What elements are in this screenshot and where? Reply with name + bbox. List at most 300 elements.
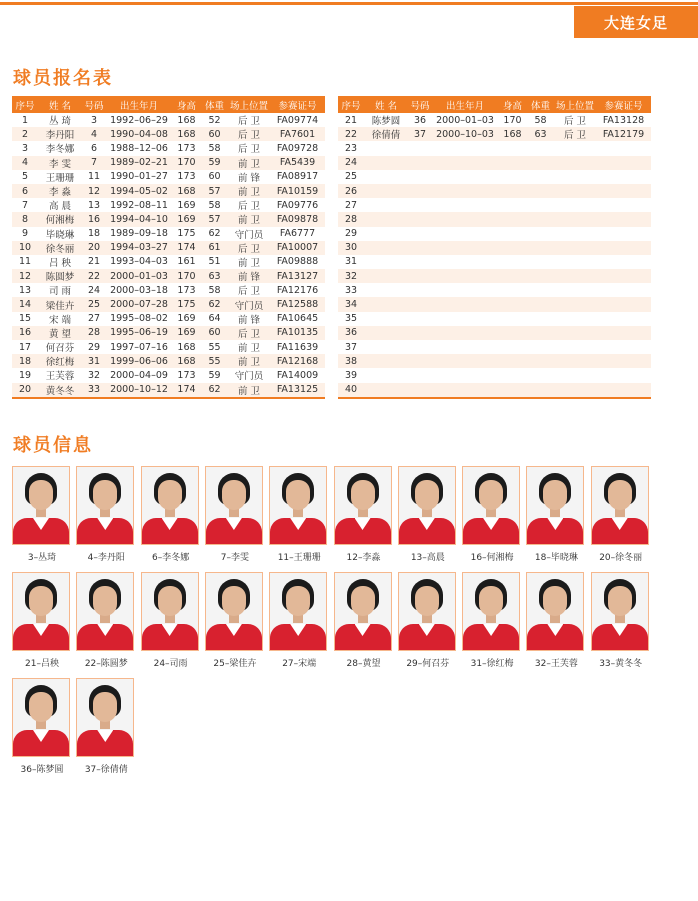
table-cell: 1994–05–02 (106, 184, 172, 198)
table-cell (498, 156, 527, 170)
player-photo (398, 572, 456, 651)
table-cell (554, 326, 596, 340)
table-cell (596, 198, 651, 212)
table-cell (432, 184, 498, 198)
table-cell: 1994–03–27 (106, 241, 172, 255)
roster-section-title: 球员报名表 (13, 68, 113, 89)
table-cell: 29 (87, 341, 101, 353)
table-cell: 173 (177, 171, 196, 183)
table-cell: 168 (177, 114, 196, 126)
table-cell: FA12179 (596, 127, 651, 141)
table-cell (498, 340, 527, 354)
table-cell: 2000–03–18 (110, 284, 168, 296)
player-caption: 37–徐倩倩 (84, 765, 128, 775)
player-caption: 6–李冬娜 (151, 553, 190, 563)
table-cell (554, 269, 596, 283)
table-row (338, 283, 651, 297)
table-cell (408, 241, 432, 255)
table-cell: 12 (82, 184, 106, 198)
player-caption: 33–黄冬冬 (599, 659, 643, 669)
table-cell: 后 卫 (228, 127, 270, 141)
table-cell: 170 (172, 156, 201, 170)
player-photo (526, 466, 584, 545)
table-row (12, 297, 325, 311)
player-card (205, 572, 265, 669)
table-row (12, 184, 325, 198)
table-row (12, 326, 325, 340)
table-cell: 168 (172, 184, 201, 198)
table-cell: 62 (208, 228, 221, 240)
table-row (12, 340, 325, 354)
table-cell (527, 241, 554, 255)
table-cell: 1989–09–18 (110, 228, 168, 240)
table-cell (364, 141, 408, 155)
table-cell (498, 141, 527, 155)
player-photo (526, 572, 584, 651)
table-cell: 175 (177, 228, 196, 240)
player-card (398, 466, 458, 563)
table-cell: 62 (201, 383, 228, 398)
table-cell: 38 (338, 354, 364, 368)
table-cell: 高 晨 (48, 201, 72, 213)
table-row (338, 156, 651, 170)
table-cell (432, 269, 498, 283)
player-card (269, 572, 329, 669)
table-cell (432, 354, 498, 368)
table-cell (554, 255, 596, 269)
table-cell: FA09878 (270, 212, 325, 226)
table-row (12, 269, 325, 283)
table-cell: 10 (12, 241, 38, 255)
table-cell: 168 (172, 127, 201, 141)
table-cell (596, 354, 651, 368)
table-row (338, 383, 651, 398)
column-header: 参赛证号 (596, 96, 651, 113)
table-cell (554, 283, 596, 297)
table-cell: 司 雨 (48, 286, 72, 298)
table-cell: 5 (21, 171, 29, 183)
table-cell: 后 卫 (237, 144, 261, 156)
table-cell: 55 (208, 341, 221, 353)
table-cell (408, 198, 432, 212)
table-cell: 18 (12, 354, 38, 368)
table-cell: 22 (82, 269, 106, 283)
player-caption: 28–黄望 (346, 659, 381, 669)
table-cell: 174 (172, 241, 201, 255)
table-cell (554, 241, 596, 255)
table-cell: 守门员 (228, 297, 270, 311)
roster-table-left (12, 96, 325, 399)
table-cell (554, 383, 596, 398)
table-cell (554, 340, 596, 354)
player-card (591, 572, 651, 669)
table-cell: FA09776 (276, 199, 319, 211)
player-caption: 20–徐冬丽 (599, 553, 643, 563)
table-cell: 37 (344, 341, 358, 353)
table-cell (527, 212, 554, 226)
table-cell: 169 (177, 313, 196, 325)
player-caption: 12–李淼 (346, 553, 381, 563)
table-cell (364, 354, 408, 368)
table-cell: 1992–08–11 (110, 199, 168, 211)
column-header: 序号 (338, 96, 364, 113)
table-cell: 62 (201, 297, 228, 311)
player-caption: 29–何召芬 (406, 659, 450, 669)
table-cell: 57 (201, 184, 228, 198)
table-cell: 60 (201, 326, 228, 340)
table-cell (554, 141, 596, 155)
table-cell (554, 297, 596, 311)
table-cell: 24 (338, 156, 364, 170)
table-cell: 173 (177, 142, 196, 154)
player-caption: 4–李丹阳 (87, 553, 125, 563)
table-cell (527, 141, 554, 155)
table-cell: FA14009 (276, 369, 319, 381)
table-cell: 16 (12, 326, 38, 340)
player-card (269, 466, 329, 563)
table-cell: 52 (208, 114, 221, 126)
player-photo (141, 466, 199, 545)
player-photo (205, 572, 263, 651)
player-card (526, 572, 586, 669)
player-card (141, 466, 201, 563)
column-header: 出生年月 (432, 96, 498, 113)
table-cell (408, 255, 432, 269)
table-cell (554, 354, 596, 368)
table-cell: 李 淼 (38, 184, 82, 198)
table-cell (364, 326, 408, 340)
table-cell (364, 283, 408, 297)
table-cell: 2000–04–09 (110, 369, 168, 381)
table-cell: 17 (18, 341, 32, 353)
table-cell (596, 340, 651, 354)
table-cell (596, 368, 651, 382)
table-cell (364, 269, 408, 283)
column-header: 序号 (12, 96, 38, 113)
table-cell: 4 (12, 156, 38, 170)
table-row (338, 212, 651, 226)
player-photo (398, 466, 456, 545)
player-caption: 11–王珊珊 (277, 553, 321, 563)
table-cell: FA13125 (270, 383, 325, 398)
player-caption: 7–李雯 (220, 553, 249, 563)
table-cell: 64 (208, 313, 221, 325)
table-cell (364, 297, 408, 311)
player-photo (462, 466, 520, 545)
table-cell (408, 326, 432, 340)
player-caption: 24–司雨 (153, 659, 188, 669)
table-row (12, 241, 325, 255)
table-row (12, 113, 325, 127)
table-cell (527, 297, 554, 311)
table-cell: 26 (338, 184, 364, 198)
column-header: 号码 (82, 96, 106, 113)
table-cell (408, 297, 432, 311)
table-cell: 1990–04–08 (106, 127, 172, 141)
table-cell: 7 (82, 156, 106, 170)
table-cell (498, 326, 527, 340)
player-photo (334, 466, 392, 545)
player-caption: 13–高晨 (410, 553, 445, 563)
player-caption: 36–陈梦圆 (20, 765, 64, 775)
player-card (76, 678, 136, 775)
table-cell (432, 241, 498, 255)
column-header: 体重 (527, 96, 554, 113)
player-photo (462, 572, 520, 651)
table-cell (498, 297, 527, 311)
player-photo (269, 466, 327, 545)
table-cell (554, 312, 596, 326)
table-cell (408, 156, 432, 170)
table-cell (408, 227, 432, 241)
table-row (12, 127, 325, 141)
table-cell (408, 141, 432, 155)
table-cell: 前 卫 (228, 354, 270, 368)
table-row (338, 326, 651, 340)
player-card (12, 678, 72, 775)
player-card (462, 572, 522, 669)
table-cell (527, 170, 554, 184)
column-header: 身高 (498, 96, 527, 113)
table-cell: 陈梦圆 (371, 116, 401, 128)
table-cell (596, 170, 651, 184)
table-cell: 毕晓琳 (45, 229, 75, 241)
roster-table-right (338, 96, 651, 399)
table-cell: 李冬娜 (45, 144, 75, 156)
table-cell: 后 卫 (228, 241, 270, 255)
table-cell: 51 (208, 256, 221, 268)
table-row (338, 297, 651, 311)
table-cell: 6 (90, 142, 98, 154)
table-cell (364, 212, 408, 226)
table-cell: 33 (82, 383, 106, 398)
player-card (141, 572, 201, 669)
table-row (12, 312, 325, 326)
table-cell: 175 (172, 297, 201, 311)
table-cell (432, 340, 498, 354)
table-cell: 黄 望 (38, 326, 82, 340)
table-cell (596, 227, 651, 241)
table-cell (498, 212, 527, 226)
table-cell (596, 156, 651, 170)
table-cell: 37 (408, 127, 432, 141)
player-photo (269, 572, 327, 651)
table-row (338, 227, 651, 241)
table-row (338, 312, 651, 326)
table-cell: FA10645 (276, 313, 319, 325)
table-cell: 63 (527, 127, 554, 141)
table-cell: 25 (82, 297, 106, 311)
table-cell: 6 (12, 184, 38, 198)
table-cell: FA5439 (270, 156, 325, 170)
table-cell: 4 (82, 127, 106, 141)
player-card (462, 466, 522, 563)
table-cell: 前 卫 (237, 343, 261, 355)
player-photo (591, 466, 649, 545)
table-row (338, 141, 651, 155)
table-cell: 徐红梅 (38, 354, 82, 368)
table-cell (554, 368, 596, 382)
table-cell: FA11639 (276, 341, 319, 353)
table-cell: 173 (177, 284, 196, 296)
player-caption: 27–宋端 (282, 659, 317, 669)
table-cell: 后 卫 (563, 116, 587, 128)
column-header: 姓 名 (38, 96, 82, 113)
table-cell (364, 184, 408, 198)
player-caption: 21–吕秧 (25, 659, 59, 669)
table-cell (527, 283, 554, 297)
table-cell (596, 283, 651, 297)
table-cell: 32 (338, 269, 364, 283)
player-card (334, 466, 394, 563)
table-cell: 9 (21, 228, 29, 240)
table-cell (527, 156, 554, 170)
table-cell: FA13127 (270, 269, 325, 283)
table-row (12, 227, 325, 241)
table-row (338, 170, 651, 184)
table-row (338, 198, 651, 212)
table-cell: FA10159 (270, 184, 325, 198)
column-header: 参赛证号 (270, 96, 325, 113)
table-row (12, 212, 325, 226)
table-row (12, 383, 325, 398)
player-caption: 3–丛琦 (27, 553, 57, 563)
table-cell (432, 255, 498, 269)
table-cell (498, 269, 527, 283)
table-cell (408, 184, 432, 198)
table-cell: FA12588 (270, 297, 325, 311)
table-cell: 169 (172, 326, 201, 340)
table-row (12, 170, 325, 184)
table-cell: 39 (344, 369, 358, 381)
table-cell: 1994–04–10 (106, 212, 172, 226)
player-card (76, 572, 136, 669)
table-cell: 168 (498, 127, 527, 141)
column-header: 身高 (172, 96, 201, 113)
player-card (526, 466, 586, 563)
table-cell (554, 198, 596, 212)
table-cell: 前 卫 (237, 257, 261, 269)
table-cell: 40 (338, 383, 364, 398)
table-cell (527, 184, 554, 198)
table-cell: 前 卫 (228, 184, 270, 198)
table-cell: 7 (21, 199, 29, 211)
table-cell (527, 312, 554, 326)
table-cell: FA09888 (276, 256, 319, 268)
player-photo (141, 572, 199, 651)
player-photo (12, 572, 70, 651)
table-cell: 何召芬 (45, 343, 75, 355)
column-header: 姓 名 (364, 96, 408, 113)
table-cell: 15 (18, 313, 32, 325)
table-cell: 31 (82, 354, 106, 368)
table-cell (432, 170, 498, 184)
table-cell: 宋 端 (48, 314, 72, 326)
table-cell (432, 312, 498, 326)
player-card (334, 572, 394, 669)
table-cell: 3 (90, 114, 98, 126)
table-cell: FA08917 (276, 171, 319, 183)
table-cell: 24 (87, 284, 101, 296)
player-card (205, 466, 265, 563)
table-cell: FA12176 (276, 284, 319, 296)
table-cell: 161 (177, 256, 196, 268)
table-cell: 31 (344, 256, 358, 268)
table-cell (527, 383, 554, 398)
player-caption: 18–毕晓琳 (534, 553, 578, 563)
table-cell (596, 269, 651, 283)
table-cell (498, 255, 527, 269)
table-cell: 59 (208, 369, 221, 381)
player-card (12, 572, 72, 669)
top-accent-line (0, 2, 698, 5)
table-cell (527, 227, 554, 241)
table-cell: 吕 秧 (48, 257, 72, 269)
table-cell: 21 (87, 256, 101, 268)
table-cell: 16 (82, 212, 106, 226)
player-caption: 22–陈圆梦 (84, 659, 128, 669)
table-cell (408, 170, 432, 184)
table-cell: 33 (344, 284, 358, 296)
table-cell: 169 (172, 212, 201, 226)
table-cell (364, 255, 408, 269)
table-cell: 后 卫 (228, 326, 270, 340)
table-row (338, 241, 651, 255)
team-name-tab: 大连女足 (574, 6, 698, 38)
table-cell (527, 198, 554, 212)
table-cell: FA09728 (276, 142, 319, 154)
table-cell: 30 (338, 241, 364, 255)
table-cell (498, 184, 527, 198)
table-cell: 23 (344, 142, 358, 154)
table-cell: 后 卫 (237, 286, 261, 298)
table-cell: 34 (338, 297, 364, 311)
table-cell: 20 (12, 383, 38, 398)
table-cell (432, 141, 498, 155)
table-cell: 陈圆梦 (38, 269, 82, 283)
table-row (338, 368, 651, 382)
table-row (338, 184, 651, 198)
table-cell: 梁佳卉 (38, 297, 82, 311)
table-cell (432, 368, 498, 382)
table-cell: 169 (177, 199, 196, 211)
player-photo (205, 466, 263, 545)
table-cell: 1989–02–21 (106, 156, 172, 170)
table-cell (364, 241, 408, 255)
table-cell: 57 (201, 212, 228, 226)
table-cell: 前 卫 (228, 156, 270, 170)
table-row (12, 198, 325, 212)
table-cell (498, 227, 527, 241)
table-cell: 55 (201, 354, 228, 368)
table-cell (554, 170, 596, 184)
table-cell: 2000–07–28 (106, 297, 172, 311)
table-cell: 11 (87, 171, 101, 183)
table-cell (596, 297, 651, 311)
table-cell (364, 198, 408, 212)
table-row (12, 368, 325, 382)
table-cell (432, 326, 498, 340)
table-row (12, 255, 325, 269)
table-cell (527, 255, 554, 269)
table-cell: 2000–10–12 (106, 383, 172, 398)
table-cell (432, 297, 498, 311)
table-cell (596, 141, 651, 155)
table-cell: 8 (12, 212, 38, 226)
table-cell: 14 (12, 297, 38, 311)
table-cell (527, 269, 554, 283)
table-cell: 35 (344, 313, 358, 325)
